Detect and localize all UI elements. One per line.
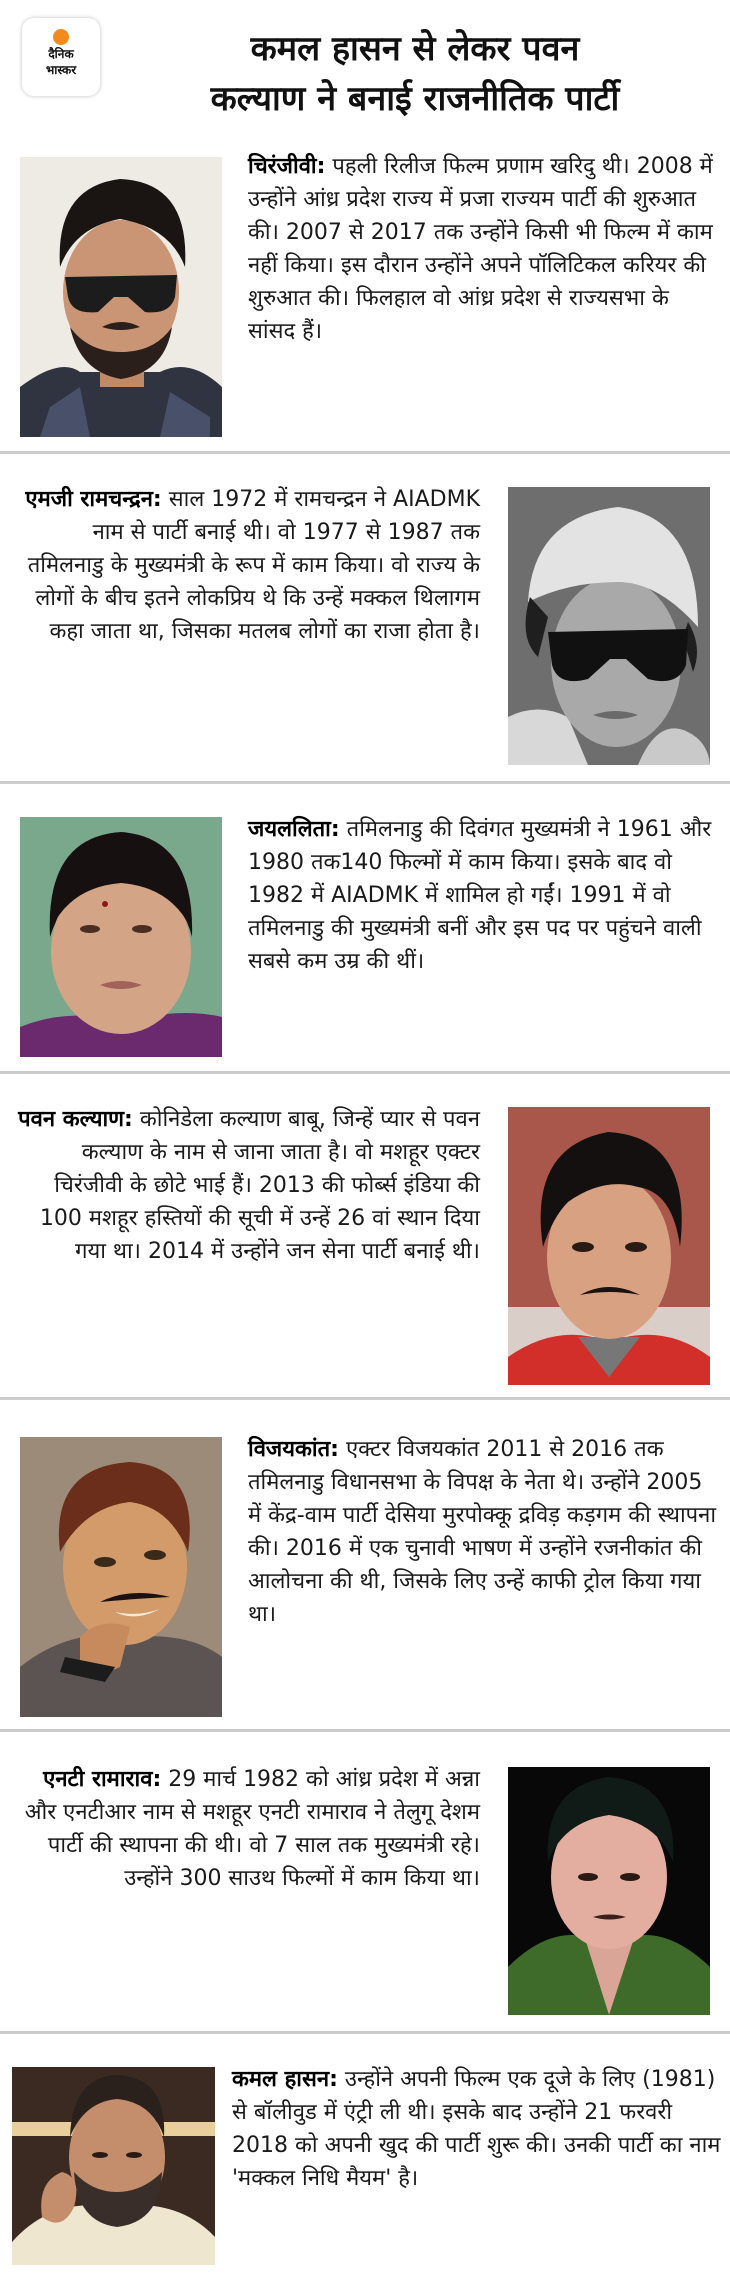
section-heading: एनटी रामाराव: <box>43 1767 162 1792</box>
section-heading: जयललिता: <box>248 817 340 842</box>
section-divider <box>0 1397 730 1400</box>
mg-ramachandran-portrait-icon <box>508 487 710 765</box>
pawan-kalyan-portrait-icon <box>508 1107 710 1385</box>
section-divider <box>0 781 730 784</box>
section-body: 29 मार्च 1982 को आंध्र प्रदेश में अन्ना और एनटीआर नाम से मशहूर एनटी रामाराव ने तेलुगू देशम पार्टी की स्थापना की थी। वो 7 साल तक मुख्यमंत्री रहे। उन्होंने 300 साउथ फिल्मों में काम किया था। <box>24 1767 480 1891</box>
section-mgr-text <box>14 483 480 648</box>
chiranjeevi-photo <box>20 157 222 437</box>
sun-dot-icon <box>53 29 69 45</box>
nt-rama-rao-photo <box>508 1767 710 2015</box>
section-body: साल 1972 में रामचन्द्रन ने AIADMK नाम से पार्टी बनाई थी। वो 1977 से 1987 तक तमिलनाडु के मुख्यमंत्री के रूप में काम किया। वो राज्य के लोगों के बीच इतने लोकप्रिय थे कि उन्हें मक्कल थिलागम कहा जाता था, जिसका मतलब लोगों का राजा होता है। <box>27 487 480 644</box>
section-body: कोनिडेला कल्याण बाबू, जिन्हें प्यार से पवन कल्याण के नाम से जाना जाता है। वो मशहूर एक्टर चिरंजीवी के छोटे भाई हैं। 2013 की फोर्ब्स इंडिया की 100 मशहूर हस्तियों की सूची में उन्हें 26 वां स्थान दिया गया था। 2014 में उन्होंने जन सेना पार्टी बनाई थी। <box>39 1107 480 1264</box>
page-title <box>110 24 720 124</box>
section-divider <box>0 2031 730 2034</box>
section-ntr-text <box>14 1763 480 1895</box>
section-kamal-haasan-text <box>232 2063 722 2195</box>
section-heading: एमजी रामचन्द्रन: <box>25 487 162 512</box>
section-body: उन्होंने अपनी फिल्म एक दूजे के लिए (1981) से बॉलीवुड में एंट्री ली थी। इसके बाद उन्होंने 21 फरवरी 2018 को अपनी खुद की पार्टी शुरू की। उनकी पार्टी का नाम 'मक्कल निधि मैयम' है। <box>232 2067 721 2191</box>
dainik-bhaskar-logo[interactable] <box>22 18 100 96</box>
kamal-haasan-photo <box>12 2067 215 2265</box>
vijayakanth-portrait-icon <box>20 1437 222 1717</box>
section-divider <box>0 1729 730 1732</box>
section-divider <box>0 451 730 454</box>
mg-ramachandran-photo <box>508 487 710 765</box>
vijayakanth-photo <box>20 1437 222 1717</box>
pawan-kalyan-photo <box>508 1107 710 1385</box>
nt-rama-rao-portrait-icon <box>508 1767 710 2015</box>
section-heading: विजयकांत: <box>248 1437 339 1462</box>
section-heading: कमल हासन: <box>232 2067 338 2092</box>
section-chiranjeevi-text <box>248 150 718 348</box>
header <box>0 0 730 142</box>
jayalalithaa-photo <box>20 817 222 1057</box>
section-body: एक्टर विजयकांत 2011 से 2016 तक तमिलनाडु विधानसभा के विपक्ष के नेता थे। उन्होंने 2005 में केंद्र-वाम पार्टी देसिया मुरपोक्कू द्रविड़ कड़गम की स्थापना की। 2016 में एक चुनावी भाषण में उन्होंने रजनीकांत की आलोचना की थी, जिसके लिए उन्हें काफी ट्रोल किया गया था। <box>248 1437 717 1627</box>
title-line-1: कमल हासन से लेकर पवन <box>250 29 580 69</box>
section-body: पहली रिलीज फिल्म प्रणाम खरिदु थी। 2008 में उन्होंने आंध्र प्रदेश राज्य में प्रजा राज्यम पार्टी की शुरुआत की। 2007 से 2017 तक उन्होंने किसी भी फिल्म में काम नहीं किया। इस दौरान उन्होंने अपने पॉलिटिकल करियर की शुरुआत की। फिलहाल वो आंध्र प्रदेश से राज्यसभा के सांसद हैं। <box>248 154 713 344</box>
chiranjeevi-portrait-icon <box>20 157 222 437</box>
kamal-haasan-portrait-icon <box>12 2067 215 2265</box>
section-jayalalithaa-text <box>248 813 718 978</box>
title-line-2: कल्याण ने बनाई राजनीतिक पार्टी <box>210 79 620 119</box>
section-vijayakanth-text <box>248 1433 722 1631</box>
section-pawan-kalyan-text <box>14 1103 480 1268</box>
logo-text-line2: भास्कर <box>45 63 77 77</box>
jayalalithaa-portrait-icon <box>20 817 222 1057</box>
section-heading: चिरंजीवी: <box>248 154 326 179</box>
section-body: तमिलनाडु की दिवंगत मुख्यमंत्री ने 1961 और 1980 तक140 फिल्मों में काम किया। इसके बाद वो 1982 में AIADMK में शामिल हो गईं। 1991 में वो तमिलनाडु की मुख्यमंत्री बनीं और इस पद पर पहुंचने वाली सबसे कम उम्र की थीं। <box>248 817 712 974</box>
logo-text-line1: दैनिक <box>48 47 74 61</box>
section-divider <box>0 1071 730 1074</box>
section-heading: पवन कल्याण: <box>18 1107 133 1132</box>
